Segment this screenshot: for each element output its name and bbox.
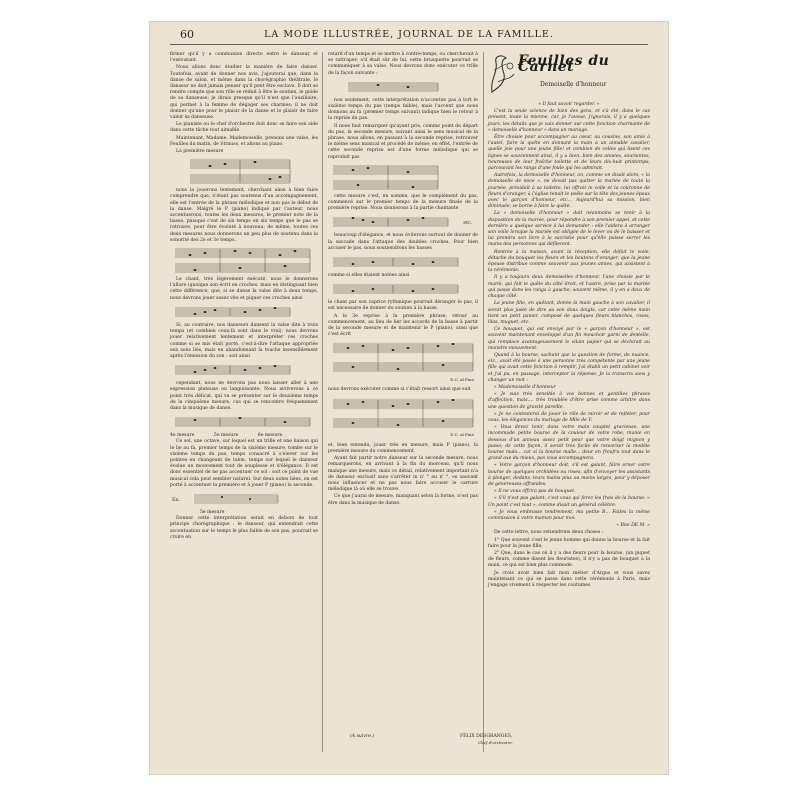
paragraph: beaucoup d'élégance, et nous éviterons surtout de donner de la saccade dans l'attaque des doubles croches. Pour bien accuser le pas, nous soutiendrons les basses <box>328 233 478 251</box>
paragraph: « Je ne contesterai de jouer le rôle de miroir et de refléter, pour vous, les élégances du mariage de Mlle de V. <box>488 411 650 423</box>
paragraph: Le chant, très légèrement exécuté, nous le donnerons l'allure (quoique son écrit en croches, mais en distinguant bien cette différence, que, si se danse la valse dite à deux temps, nous devrons jouer assez vite et piquer ces croches ainsi <box>170 277 318 301</box>
feuilles-du-carnet-masthead <box>488 52 650 98</box>
column-3 <box>488 52 650 590</box>
measure-label: 6e mesure <box>257 433 283 439</box>
paragraph: Je crois avoir bien fait mon métier d'Argus et vous savez maintenant ce qui se passe dans cette cérémonie à Paris, mais j'engage vivement à respecter les coutumes <box>488 570 650 589</box>
paragraph: Si, au contraire, nos danseurs dansent la valse dite à trois temps (et combien ceux-là sont dans le vrai), nous devrons jouer relativement lentement et interpréter ces croches comme si se mis était porté, c'est-à-dire l'attaque appropriée aux sons liés, mais en abandonnant la touche insensiblement après l'émission du son : soit ainsi <box>170 322 318 359</box>
letter-signature: « Bne DE M. » <box>616 523 650 529</box>
header-rule <box>170 44 648 45</box>
paragraph: nous la jouerons lentement, cherchant ainsi à bien faire comprendre que, n'étant pas soutenus d'un accompagnement, elle est l'entrée de la phrase mélodique et non pas le début de la danse. Malgré le P (piano) indiqué par l'auteur, nous accentuerons, toutes les deux mesures, le premier note de la basse, puisque c'est de six temps en six temps que le pas se retrouve, pour être évoluté à nouveau; de même, toutes ces deux mesures nous donnerons un peu plus de soutenu dans la sonorité des 2e et 3e temps. <box>170 188 318 243</box>
author-signature: FÉLIX DESGRANGES, <box>460 734 513 739</box>
paragraph: 2° Que, dans le cas où il y a des fleurs pour la bourse, (un piquet de fleurs, comme disent les fleuristes), il n'y a pas de bouquet à la main, ce qui est bien plus commode. <box>488 551 650 569</box>
paragraph: « S'il n'est pas galant, c'est vous qui ferez les frais de la bourse. « Un point c'est tout », comme disait un général célèbre. <box>488 496 650 508</box>
example-label: Ex. <box>172 496 181 503</box>
paragraph: Être choisie pour accompagner au cœur, au cousinе, son amie à l'autel, faire la quête en donnant la main à un aimable cavalier, quelle joie pour une jeune fille! et combien de celles qui lisent ces lignes se souviennent ainsi, il y a bien, bien des années, souriantes, heureuses de leur fraîche toilette et de leurs dix-huit printemps, parcourant les rangs d'une foule qui les admirait. <box>488 135 650 172</box>
paragraph: Il y a toujours deux demoiselles d'honneur, l'une choisie par le marié, qui fait le quête du côté droit, et l'autre, prise par la mariée qui passe dans les rangs à gauche; souvent même, il y en a deux de chaque côté. <box>488 275 650 300</box>
measure-label: 5e mesure <box>213 433 239 439</box>
column-2 <box>328 52 478 508</box>
paragraph: Ce bouquet, qui est envoyé par le « garçon d'honneur », est souvent maintenant enveloppé d'un fin mouchoir garni de dentelle, qui remplace avantageusement le vilain papier qui se déchirait au moindre mouvement. <box>488 327 650 351</box>
paragraph: cependant, nous ne devrons pas nous laisser aller à une expression plateuse ou languissante. Nous arriverons à ce point très délicat, qui va se présenter sur le deuxième temps de la cinquième mesure, cas qui se rencontre fréquemment dans la musique de danse. <box>170 381 318 411</box>
article-title: Demoiselle d'honneur <box>540 81 607 88</box>
column-separator <box>483 52 484 752</box>
column-separator <box>322 52 323 752</box>
paragraph: Autrefois, la demoiselle d'honneur, on, comme on disait alors, « la demoiselle de noce », ne devait pas quitter la mariée de toute la journée, présidait à sa toilette, lui offrait le voile et la couronne de fleurs d'oranger, à l'église tenait le poêle sur la tête des jeunes époux avec le garçon d'honneur, etc... Aujourd'hui sa mission, bien diminuée, se borne à faire la quête. <box>488 173 650 210</box>
paragraph: Maintenant, Madame, Mademoiselle, prenons une valse, les Feuilles du matin, de Strauss, et allons au piano. <box>170 135 318 147</box>
music-staff <box>170 305 318 321</box>
paragraph: « Votre garçon d'honneur doit, s'il est galant, faire orner votre bourse de quelques orchidées ou roses, afin d'envoyer les assistants à plonger, dedans, leurs mains plus ou moins larges, pour y déposer de généreuses offrandes. <box>488 463 650 487</box>
masthead-title: Feuilles du Carnet <box>518 53 610 76</box>
continued-note: (A suivre.) <box>350 734 375 739</box>
paragraph: nous devrons exécuter comme si c'était ressort ainsi que suit <box>328 387 471 393</box>
music-staff <box>328 80 478 96</box>
music-staff <box>328 164 478 192</box>
paragraph: Ce que j'aurai de mesure, manquant selon la forme, n'est pas être dans la musique de danse. <box>328 494 478 506</box>
music-staff <box>170 247 318 275</box>
paragraph: Donner cette interprétation serait en dehors de tout principe chorégraphique : le danseur, qui entendrait cette accentuation sur le temps le plus faible de son pas, pourrait se croire en <box>170 516 318 540</box>
da-capo-label: D.C. al Fine <box>450 432 474 438</box>
paragraph: « Vous devez tenir, dans votre main couplet gracieuse, une incommode petite bourse de la couleur de votre robe, munie en dessous d'un anneau assez petit pour que votre doigt mignon y passe; de cette façon, il serait très facile de renverser la modèle bourse malo... car si la bourse malle... deur en froufru tout dans le grand axe du mieux, pas vous accompagnera. <box>488 425 650 462</box>
music-staff-piano <box>328 397 478 441</box>
paragraph: Nous allons donc étudier la manière de faire danser. Toutefois, avant de donner nos avis, j'ajouterai que, dans la danse de salon, et même dans la chorégraphie théâtrale, le danseur ne doit jamais penser qu'il peut être esclave. Il doit se rendre compte que son rôle se réduit à être le soutien, le guide de sa danseuse; je dirais presque qu'il n'est que l'auxiliaire, qui permet à la femme de dégager ses charmes; il ne doit donner qu'une pour le plaisir de la danse et le plaisir de faire valoir sa danseuse. <box>170 65 318 121</box>
paragraph: Ayant fait partir notre danseur sur la seconde mesure, nous remarquerons, en arrivant à la fin du morceau, qu'il nous manque une mesure, mais ce détail, relativement important n'a de danseur exclusif sans s'arrêter in n' ° au n' °, se sauvant nous influencer et ne pas nous faire accuser le carrure mélodique là où elle se trouve. <box>328 456 478 493</box>
example-caption: 5e mesure <box>200 509 225 515</box>
music-staff <box>170 415 318 431</box>
ornament-icon <box>488 52 522 96</box>
paragraph: « Je vous embrasse tendrement, ma petite B... Faites la même commission à votre maman pour moi. <box>488 509 650 521</box>
paragraph: La « demoiselle d'honneur » doit néanmoins se tenir à la disposition de la mariée, pour répondre à son premier appel, et cette dernière a quelque service à lui demander : elle l'aidera à arranger son voile lorsque la mariée est obligée de le lever ou de le baisser et lui prendra son livre à la sacristie pour qu'elle puisse serrer les mains des personnes qui défileront. <box>488 211 650 248</box>
music-staff <box>170 492 318 508</box>
music-staff <box>328 255 478 271</box>
music-staff <box>328 282 478 298</box>
page-number: 60 <box>180 28 194 41</box>
paragraph: Rentrée à la maison, avant la réception, elle défait le voile, détache du bouquet les fleurs et les boutons d'oranger, que la jeune épouse distribue comme souvenir aux jeunes amies, qui assistent à la cérémonie. <box>488 249 650 274</box>
paragraph: C'est la seule science de bien des gens, et s'à été, dans le cas présent, toute la mienne, car, je l'avoue, j'ignorais, il y a quelques jours, les détails que je vais donner sur cette fonction charmante de « demoiselle d'honneur » dans un mariage. <box>488 109 650 133</box>
music-staff-piano <box>328 341 478 385</box>
music-staff <box>328 215 478 231</box>
music-staff <box>170 158 318 186</box>
paragraph: le chant par son caprice rythmique pourrait déranger le pas, il est nécessaire de donner du soutien à la basse. <box>328 300 478 312</box>
etc-label: etc. <box>463 221 472 227</box>
paragraph: Quand à la bourse, sachant que la question de forme, de nuance, etc., avait été posée à une personne très compétente par une jeune fille qui avait cette fonction à remplir, j'ai établi un petit cabinet voir et j'ai pu, en passage, intercepter la réponse. Je la transcris sans y changer un mot : <box>488 352 650 383</box>
paragraph: cette mesure c'est, en somme, que le complément du pas, commencé sur le premier temps de la mesure finale de la première reprise. Nous donnerons à la partie chantante <box>328 193 478 212</box>
page-sheet <box>150 22 668 774</box>
paragraph: « Mademoiselle d'honneur <box>494 384 556 390</box>
paragraph: Le pianiste ou le chef d'orchestre doit donc se faire son aide dans cette tâche tout aimable. <box>170 122 318 134</box>
da-capo-label: D.C. al Fine <box>450 377 474 383</box>
paragraph: et, bien entendu, jouer très en mesure, mais P (piano), la première mesure du commencement. <box>328 442 478 454</box>
column-1 <box>170 52 318 542</box>
paragraph: La première mesure <box>176 149 224 155</box>
paragraph: 1° Que souvent c'est le jeune homme qui donne la bourse et la fait faire pour la jeune fille; <box>488 537 650 549</box>
journal-title: LA MODE ILLUSTRÉE, JOURNAL DE LA FAMILLE. <box>264 29 554 40</box>
paragraph: non seulement, cette interprétation n'accentue pas à tort le sixième temps du pas (temps faible), mais l'accent que nous donnons au fa (premier temps suivant) indique bien le retour à la reprise du pas. <box>328 97 478 122</box>
page-header <box>150 28 668 44</box>
measure-label: 4e mesure <box>170 433 195 439</box>
author-role: Chef d'orchestre. <box>478 740 514 745</box>
epigraph: « Il faut savoir regarder. » <box>538 102 600 107</box>
paragraph: « Je suis très sensible à vos bonnes et gentilles phrases d'affection, mais.... très troublée d'être prise comme arbitre dans une question de gravité pareille. <box>488 392 650 410</box>
paragraph: Ce sol, une octave, sur lequel est un trille et une liaison qui le lie au fa, premier temps de la sixième mesure, tombe sur le sixième temps du pas, temps consacré à s'élever sur les pointes en changeant de talon, temps sur lequel le danseur évolue un mouvement tout de souplesse et d'élégance. Il est donc essentiel de ne pas accentuer ce sol : soit ce point de vue musical cela peut sembler naturel. Sur deux notes liées, on est porté à accentuer la première et à jouer P (piano) la seconde. <box>170 439 318 488</box>
paragraph: Il nous faut remarquer qu'ayant pris, comme point de départ du pas, la seconde mesure, suivant ainsi le sens musical de la phrase, nous allons, en passant à la seconde reprise, retrouver le même sens musical et procédé de même; en effet, l'entrée de cette seconde reprise est d'une forme mélodique qui se reproduit pas <box>328 123 478 160</box>
paragraph: De cette lettre, nous retiendrons deux choses : <box>494 530 604 536</box>
paragraph: comme si elles étaient notées ainsi <box>328 273 410 279</box>
paragraph: A la 3e reprise à la première phrase, retour au commencement, au lieu de lier les accords de la basse à partir de la seconde mesure et de maintenir le P (piano), ainsi que c'est écrit <box>328 313 478 338</box>
paragraph: retard d'un temps et se mettre à contre-temps, ou chercherait à se rattraper; s'il était sûr de lui, cette brusquerie pourrait se communiquer à sa valse. Nous devrons donc exécuter ce trille de la façon suivante : <box>328 52 478 76</box>
paragraph: La jeune fille, en quêtant, donne la main gauche à son cavalier, il serait plus juste de dire au son doux doigts, car cette même main tient un petit panier, composé de quelques fleurs blanches, roses, lilas, muguet, etc. <box>488 301 650 325</box>
paragraph: « Il ne vous offrira pas de bouquet. <box>494 489 576 495</box>
paragraph: firmer qu'il y a communion directe entre le danseur et l'exécutant. <box>170 52 318 64</box>
music-staff <box>170 363 318 379</box>
